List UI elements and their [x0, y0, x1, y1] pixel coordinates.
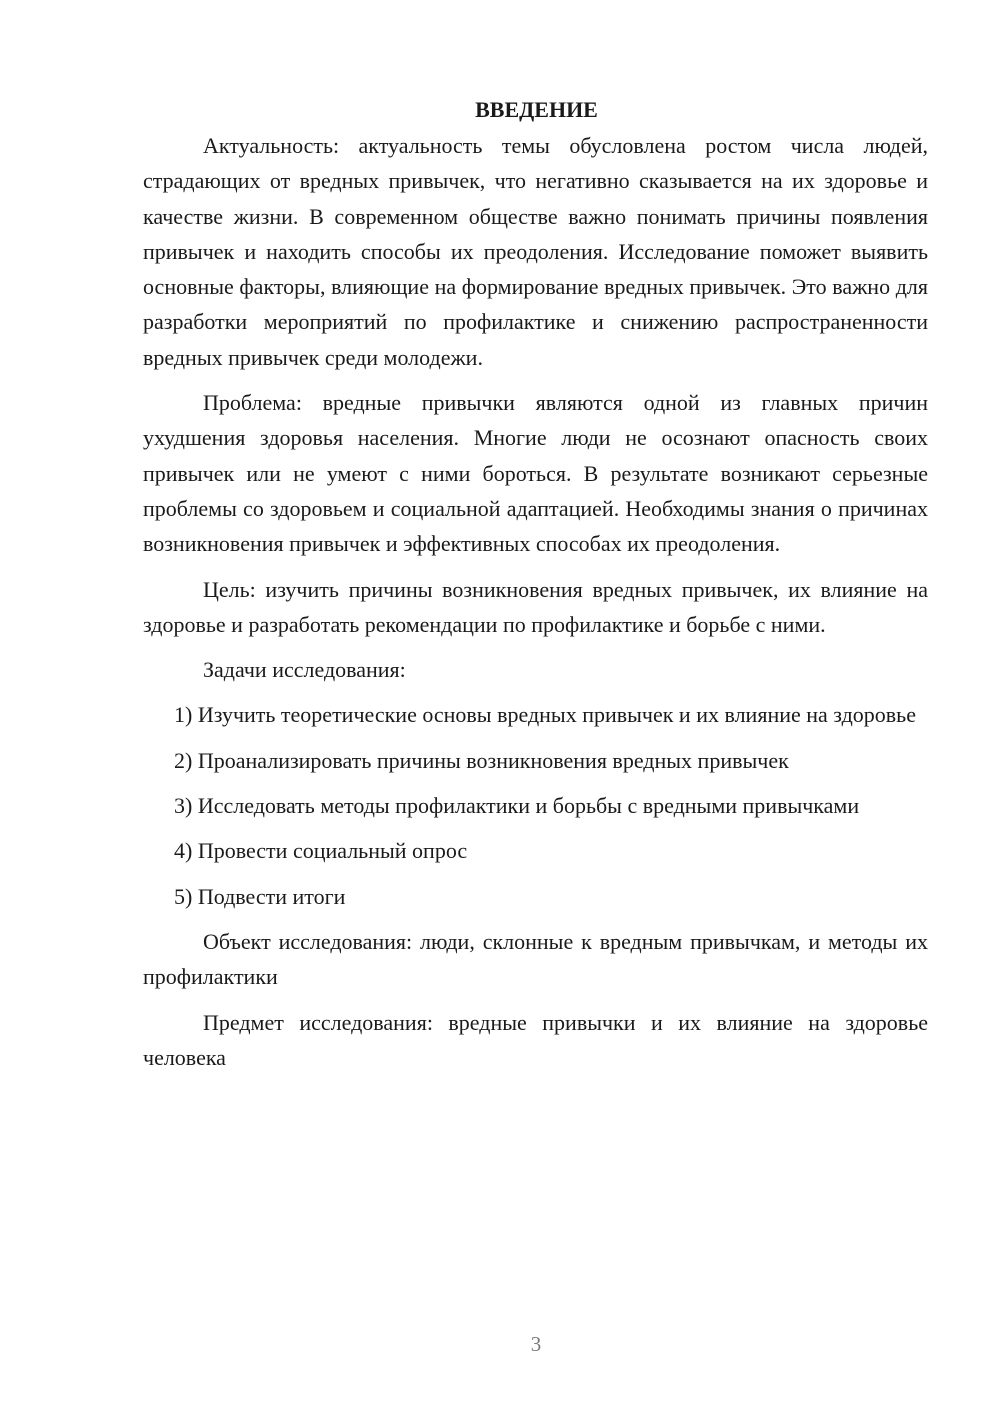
task-item-2: 2) Проанализировать причины возникновения вредных привычек	[174, 747, 789, 773]
relevance-paragraph: Актуальность: актуальность темы обусловлена ростом числа людей, страдающих от вредных привычек, что негативно сказывается на их здоровье и качестве жизни. В современном обществе важно понимать причины появления привычек и находить способы их преодоления. Исследование поможет выявить основные факторы, влияющие на формирование вредных привычек. Это важно для разработки мероприятий по профилактике и снижению распространенности вредных привычек среди молодежи.	[143, 133, 928, 370]
object-paragraph: Объект исследования: люди, склонные к вредным привычкам, и методы их профилактики	[143, 928, 928, 990]
task-item-5: 5) Подвести итоги	[174, 883, 346, 909]
problem-paragraph: Проблема: вредные привычки являются одной из главных причин ухудшения здоровья населения. Многие люди не осознают опасность своих привычек или не умеют с ними бороться. В результате возникают серьезные проблемы со здоровьем и социальной адаптацией. Необходимы знания о причинах возникновения привычек и эффективных способах их преодоления.	[143, 390, 928, 557]
task-item-1: 1) Изучить теоретические основы вредных привычек и их влияние на здоровье	[174, 702, 916, 728]
task-item-3: 3) Исследовать методы профилактики и борьбы с вредными привычками	[174, 793, 860, 819]
task-item-4: 4) Провести социальный опрос	[174, 838, 468, 864]
document-page	[143, 92, 928, 1085]
page-number: 3	[530, 1332, 542, 1356]
subject-paragraph: Предмет исследования: вредные привычки и их влияние на здоровье человека	[143, 1009, 928, 1070]
goal-paragraph: Цель: изучить причины возникновения вредных привычек, их влияние на здоровье и разработать рекомендации по профилактике и борьбе с ними.	[143, 576, 928, 637]
page-title: ВВЕДЕНИЕ	[475, 97, 598, 122]
tasks-heading: Задачи исследования:	[203, 657, 406, 683]
